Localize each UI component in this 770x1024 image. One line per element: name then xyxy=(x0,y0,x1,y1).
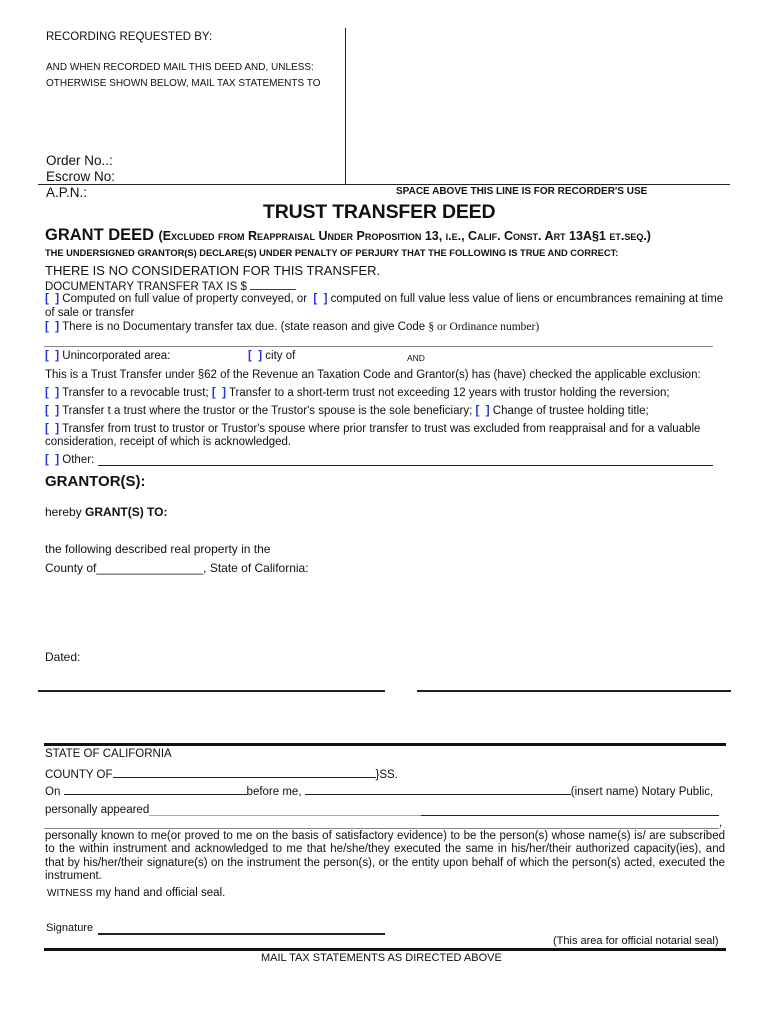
exclusion-row-1 xyxy=(45,387,670,399)
other-checkbox[interactable]: [ ] xyxy=(45,454,60,466)
hereby-label: hereby xyxy=(45,505,82,519)
short-term-trust-checkbox[interactable]: [ ] xyxy=(211,387,226,399)
documentary-tax-input[interactable] xyxy=(250,278,296,290)
change-trustee-checkbox[interactable]: [ ] xyxy=(475,405,490,417)
city-of-checkbox[interactable]: [ ] xyxy=(248,350,263,362)
mail-instructions-line-2: OTHERWISE SHOWN BELOW, MAIL TAX STATEMENTS TO xyxy=(46,78,321,89)
notary-bottom-divider xyxy=(44,948,726,951)
personally-appeared-label: personally appeared xyxy=(45,804,150,816)
recording-requested-by: RECORDING REQUESTED BY: xyxy=(46,31,213,43)
notary-section-divider xyxy=(44,743,726,746)
notary-before-me-label: before me, xyxy=(246,786,302,798)
from-trust-label-cont: consideration, receipt of which is acknowledged. xyxy=(45,436,292,448)
tax-option-row-1 xyxy=(45,293,723,305)
from-trust-label: Transfer from trust to trustor or Trustor's spouse where prior transfer to trust was excluded from reappraisal and for a valuable xyxy=(62,423,701,435)
notary-signature-line[interactable] xyxy=(98,933,385,935)
document-title: TRUST TRANSFER DEED xyxy=(263,201,496,223)
personally-appeared-comma: , xyxy=(719,817,723,829)
grant-deed-label: GRANT DEED xyxy=(45,226,155,244)
county-line xyxy=(45,561,309,575)
grantor-signature-line-1[interactable] xyxy=(38,690,385,692)
notary-on-row xyxy=(45,783,713,798)
notary-date-input[interactable] xyxy=(64,783,247,795)
recorder-use-notice: SPACE ABOVE THIS LINE IS FOR RECORDER'S USE xyxy=(396,186,648,197)
personally-appeared-line-2[interactable] xyxy=(44,828,719,829)
computed-full-value-label: Computed on full value of property conveyed, or xyxy=(62,293,308,305)
sole-beneficiary-checkbox[interactable]: [ ] xyxy=(45,405,60,417)
documentary-tax-label: DOCUMENTARY TRANSFER TAX IS $ xyxy=(45,281,247,293)
notary-name-input[interactable] xyxy=(305,783,571,795)
other-input-line[interactable] xyxy=(98,465,713,466)
grant-deed-heading xyxy=(45,226,651,245)
notary-county-label: COUNTY OF xyxy=(45,769,113,781)
unincorporated-label: Unincorporated area: xyxy=(62,350,171,362)
grantors-heading: GRANTOR(S): xyxy=(45,473,146,490)
revocable-trust-label: Transfer to a revocable trust; xyxy=(62,387,209,399)
city-of-label: city of xyxy=(265,350,296,362)
footer-mail-tax-statements: MAIL TAX STATEMENTS AS DIRECTED ABOVE xyxy=(261,952,502,964)
notary-acknowledgment-text: personally known to me(or proved to me on the basis of satisfactory evidence) to be the person(s) whose name(s) is/ are subscribed to the within instrument and acknowledged to me that he/she/they executed the same in his/her/their authorized capacity(ies), and that by his/her/their signature(s) on the instrument the person(s), or the entity upon behalf of which the person(s) acted, executed the instrument. xyxy=(45,830,725,882)
no-consideration-statement: THERE IS NO CONSIDERATION FOR THIS TRANSFER. xyxy=(45,263,381,278)
exclusion-intro: This is a Trust Transfer under §62 of the Revenue an Taxation Code and Grantor(s) has (have) checked the applicable exclusion: xyxy=(45,369,701,381)
area-row xyxy=(45,350,170,362)
grant-deed-subtitle: (Excluded from Reappraisal Under Proposition 13, i.e., Calif. Const. Art 13A§1 et.seq.) xyxy=(158,229,651,243)
state-of-california-label: , State of California: xyxy=(203,561,309,575)
notarial-seal-area-label: (This area for official notarial seal) xyxy=(553,935,719,947)
order-no-label: Order No..: xyxy=(46,153,113,168)
sole-beneficiary-label: Transfer t a trust where the trustor or the Trustor's spouse is the sole beneficiary; xyxy=(62,405,473,417)
witness-caps-label: WITNESS xyxy=(47,888,93,899)
revocable-trust-checkbox[interactable]: [ ] xyxy=(45,387,60,399)
property-description-line: the following described real property in the xyxy=(45,542,271,556)
dated-label: Dated: xyxy=(45,650,81,664)
notary-county-input[interactable] xyxy=(113,766,376,778)
no-tax-due-label: There is no Documentary transfer tax due. (state reason and give Code xyxy=(62,321,426,333)
personally-appeared-line-b[interactable] xyxy=(421,815,719,816)
recorder-use-line xyxy=(38,184,730,185)
area-and-label: AND xyxy=(407,353,425,363)
short-term-trust-label: Transfer to a short-term trust not exceeding 12 years with trustor holding the reversion; xyxy=(228,387,670,399)
no-tax-due-checkbox[interactable]: [ ] xyxy=(45,321,60,333)
witness-line xyxy=(47,887,225,899)
exclusion-row-3 xyxy=(45,423,700,435)
notary-county-row xyxy=(45,766,398,781)
witness-rest-label: my hand and official seal. xyxy=(95,887,226,899)
grants-to-label: GRANT(S) TO: xyxy=(85,505,168,519)
change-trustee-label: Change of trustee holding title; xyxy=(492,405,649,417)
city-row xyxy=(248,350,295,362)
grantor-signature-line-2[interactable] xyxy=(417,690,731,692)
exclusion-row-other xyxy=(45,454,94,466)
county-input[interactable]: ________________ xyxy=(96,561,204,575)
county-of-label: County of xyxy=(45,561,97,575)
computed-less-liens-label-cont: of sale or transfer xyxy=(45,307,135,319)
escrow-no-label: Escrow No: xyxy=(46,169,116,184)
apn-label: A.P.N.: xyxy=(46,185,88,200)
from-trust-checkbox[interactable]: [ ] xyxy=(45,423,60,435)
unincorporated-checkbox[interactable]: [ ] xyxy=(45,350,60,362)
header-vertical-divider xyxy=(345,28,346,184)
notary-ss-label: }SS. xyxy=(375,769,398,781)
perjury-declaration: THE UNDERSIGNED GRANTOR(S) DECLARE(S) UNDER PENALTY OF PERJURY THAT THE FOLLOWING IS TRUE AND CORRECT: xyxy=(45,248,619,258)
no-tax-due-code-label: § or Ordinance number) xyxy=(428,321,540,333)
notary-insert-name-label: (insert name) Notary Public, xyxy=(570,786,714,798)
computed-full-value-checkbox[interactable]: [ ] xyxy=(45,293,60,305)
grants-to-line xyxy=(45,505,167,519)
computed-less-liens-label: computed on full value less value of liens or encumbrances remaining at time xyxy=(330,293,724,305)
mail-instructions-line-1: AND WHEN RECORDED MAIL THIS DEED AND, UNLESS: xyxy=(46,62,314,73)
notary-on-label: On xyxy=(45,786,61,798)
other-label: Other: xyxy=(62,454,95,466)
documentary-tax-row xyxy=(45,278,296,293)
exclusion-row-2 xyxy=(45,405,649,417)
no-tax-reason-line[interactable] xyxy=(44,346,713,347)
notary-signature-label: Signature xyxy=(46,922,94,934)
notary-state: STATE OF CALIFORNIA xyxy=(45,748,172,760)
computed-less-liens-checkbox[interactable]: [ ] xyxy=(313,293,328,305)
personally-appeared-line-a[interactable] xyxy=(149,815,421,816)
tax-option-row-2 xyxy=(45,321,539,333)
